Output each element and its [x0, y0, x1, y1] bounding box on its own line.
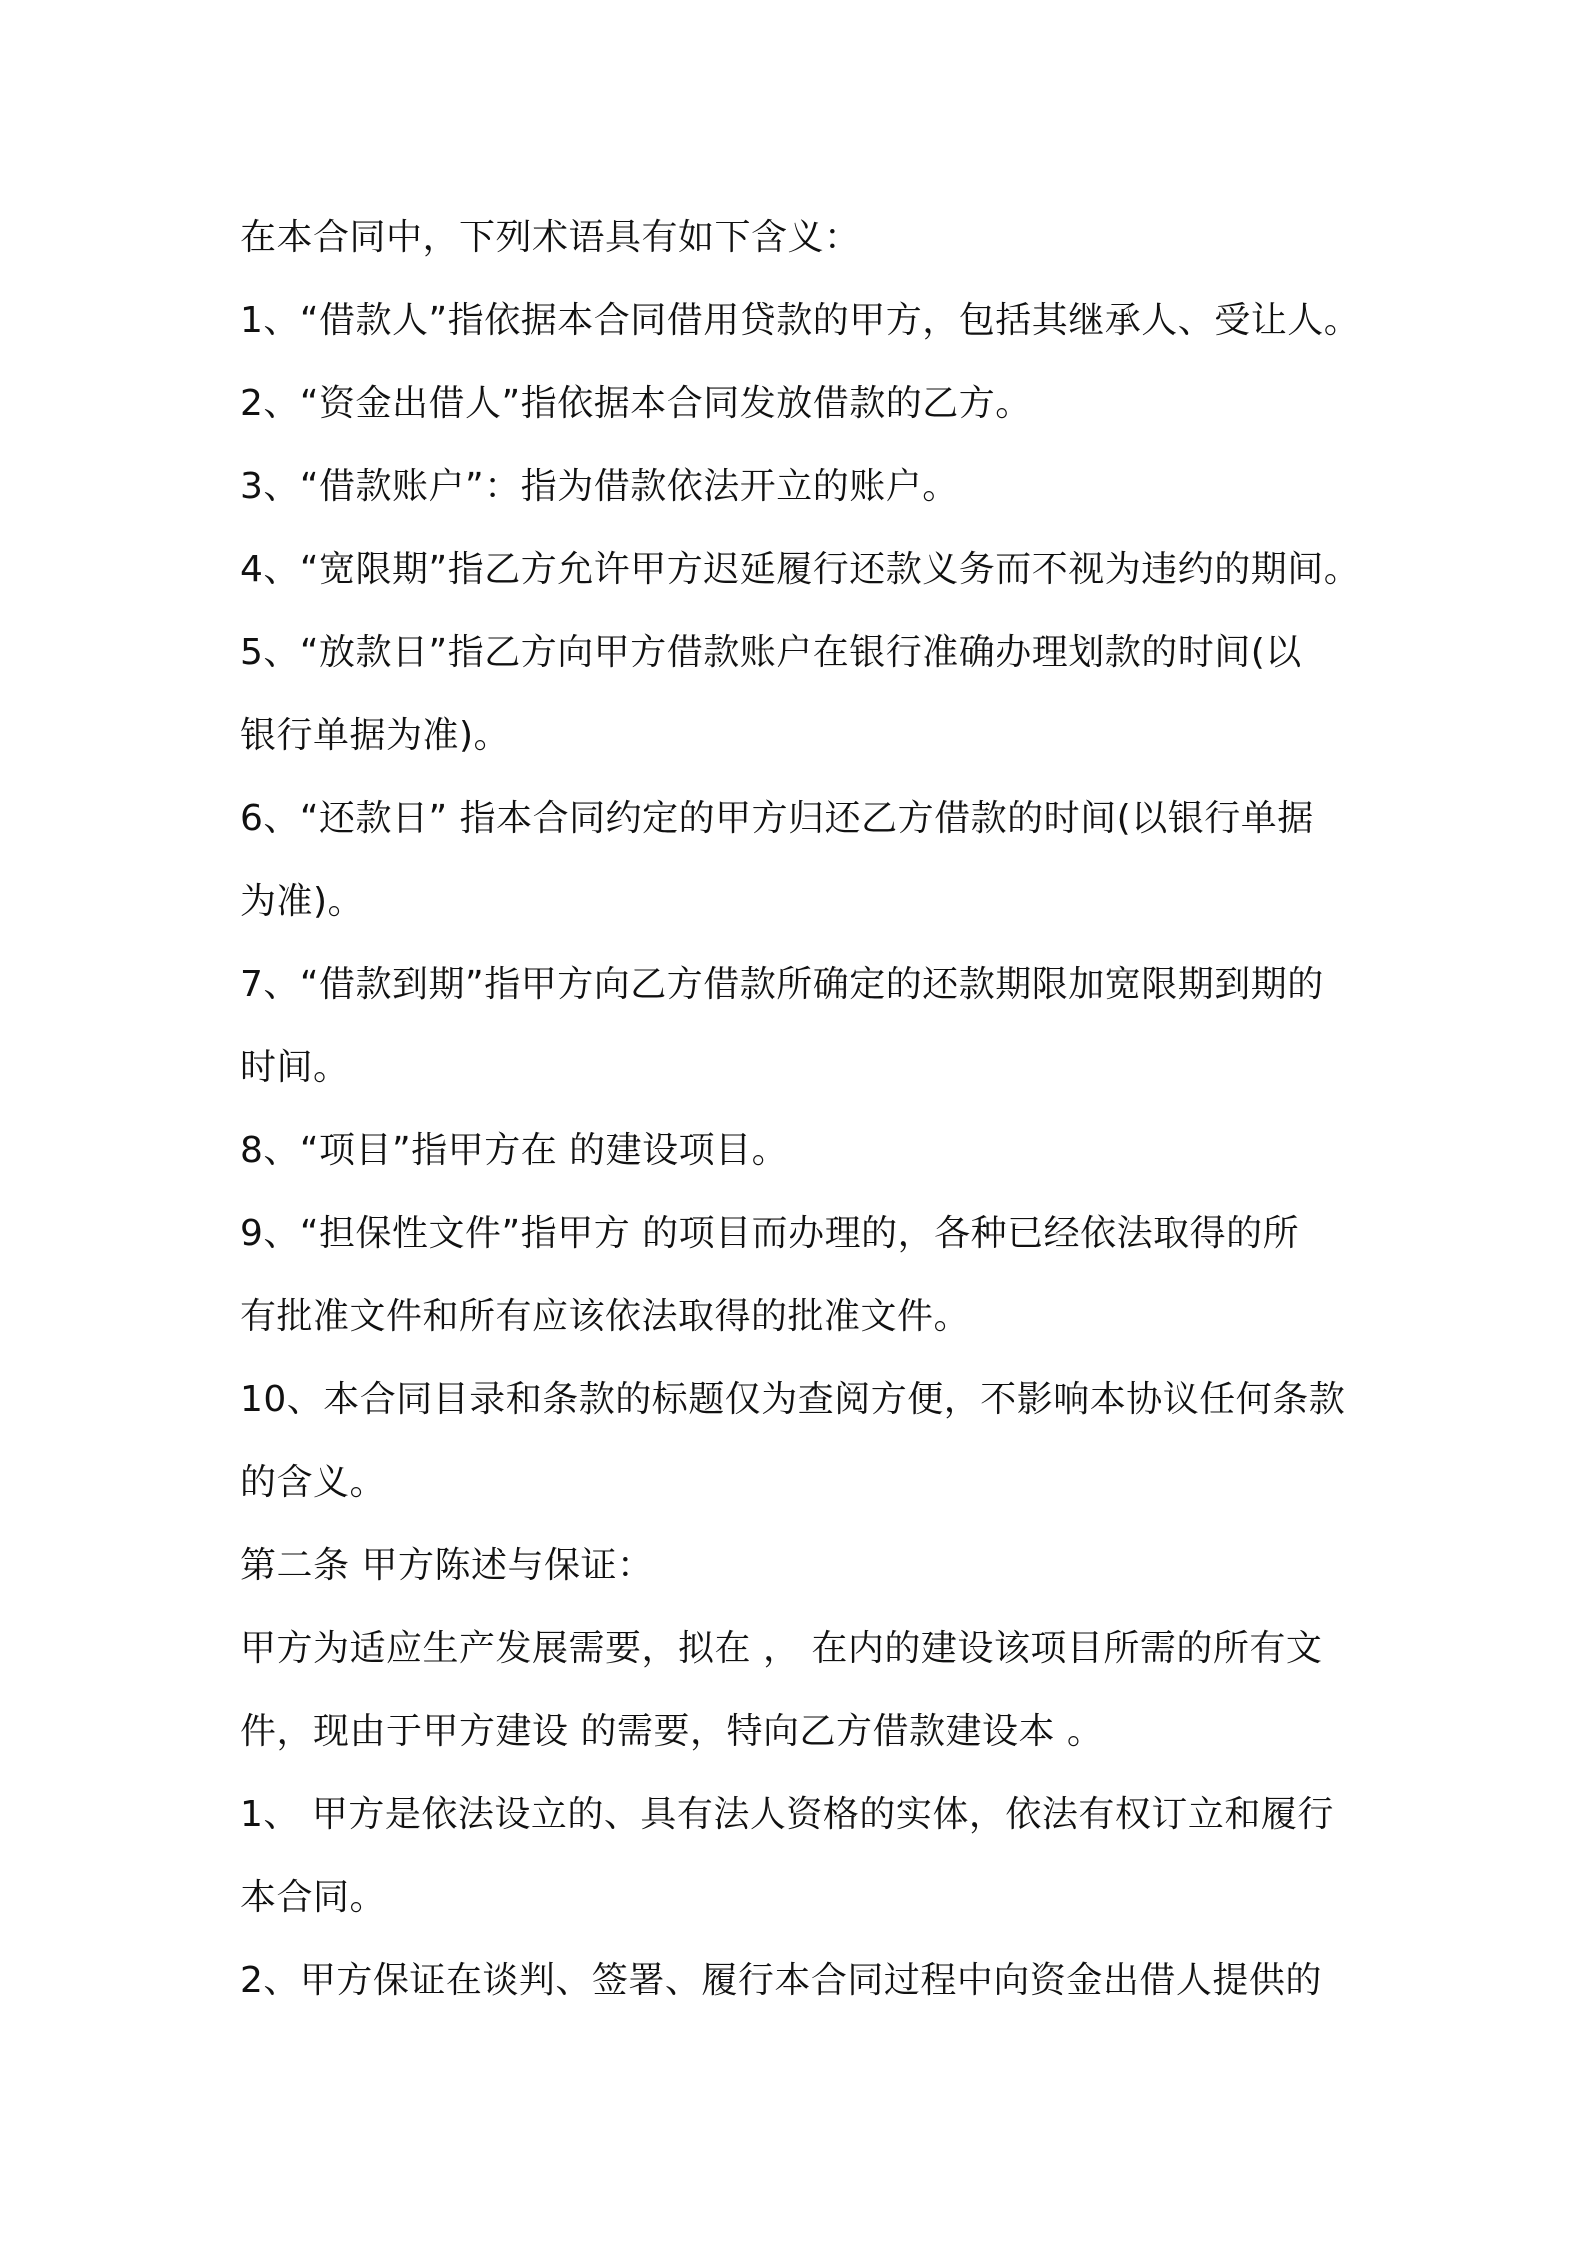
definition-5-line-continued: 银行单据为准)。 [240, 715, 511, 756]
warranty-1-line-continued: 本合同。 [240, 1877, 387, 1918]
definition-6-line: 6、“还款日” 指本合同约定的甲方归还乙方借款的时间(以银行单据 [240, 798, 1314, 839]
article-2-heading: 第二条 甲方陈述与保证： [240, 1545, 654, 1586]
document-body [240, 196, 1370, 2022]
definition-7-line-continued: 时间。 [240, 1047, 350, 1088]
definition-9-line-continued: 有批准文件和所有应该依法取得的批准文件。 [240, 1296, 971, 1337]
definition-2-line: 2、“资金出借人”指依据本合同发放借款的乙方。 [240, 383, 1032, 424]
definition-3-line: 3、“借款账户”：指为借款依法开立的账户。 [240, 466, 959, 507]
definition-10-line-continued: 的含义。 [240, 1462, 387, 1503]
definition-9-line: 9、“担保性文件”指甲方 的项目而办理的，各种已经依法取得的所 [240, 1213, 1300, 1254]
definition-10-line: 10、本合同目录和条款的标题仅为查阅方便，不影响本协议任何条款 [240, 1379, 1346, 1420]
definition-7-line: 7、“借款到期”指甲方向乙方借款所确定的还款期限加宽限期到期的 [240, 964, 1324, 1005]
definition-1-line: 1、“借款人”指依据本合同借用贷款的甲方，包括其继承人、受让人。 [240, 300, 1361, 341]
definition-5-line: 5、“放款日”指乙方向甲方借款账户在银行准确办理划款的时间(以 [240, 632, 1302, 673]
article-2-paragraph-line-continued: 件，现由于甲方建设 的需要，特向乙方借款建设本 。 [240, 1711, 1104, 1752]
definition-6-line-continued: 为准)。 [240, 881, 365, 922]
definition-8-line: 8、“项目”指甲方在 的建设项目。 [240, 1130, 789, 1171]
intro-line: 在本合同中，下列术语具有如下含义： [240, 217, 861, 258]
article-2-paragraph-line: 甲方为适应生产发展需要，拟在 ， 在内的建设该项目所需的所有文 [240, 1628, 1323, 1669]
definition-4-line: 4、“宽限期”指乙方允许甲方迟延履行还款义务而不视为违约的期间。 [240, 549, 1361, 590]
warranty-1-line: 1、 甲方是依法设立的、具有法人资格的实体，依法有权订立和履行 [240, 1794, 1334, 1835]
warranty-2-line: 2、甲方保证在谈判、签署、履行本合同过程中向资金出借人提供的 [240, 1960, 1322, 2001]
